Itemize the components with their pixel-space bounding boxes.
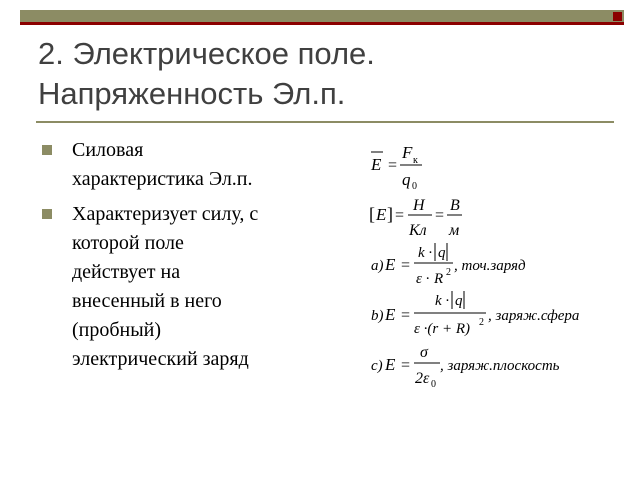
- formula-comment: , заряж.плоскость: [440, 358, 560, 374]
- slide-title-line: Напряженность Эл.п.: [38, 76, 346, 111]
- formula-numerator: k ·: [435, 293, 450, 309]
- formula-numerator: В: [450, 197, 460, 214]
- slide-title-line: 2. Электрическое поле.: [38, 36, 375, 71]
- formula-exponent: 2: [479, 317, 484, 328]
- formula-equals: =: [388, 157, 398, 174]
- square-bullet-icon: [42, 145, 52, 155]
- formula-subscript: 0: [412, 181, 417, 192]
- formula-lhs: E: [385, 255, 396, 274]
- bullet-text-line: характеристика Эл.п.: [72, 168, 253, 190]
- formula-lhs: E: [385, 355, 396, 374]
- formula-lhs: E: [371, 155, 382, 174]
- formula-charged-plane: [371, 344, 560, 390]
- formula-label: а): [371, 258, 384, 274]
- formula-numerator: σ: [420, 344, 428, 361]
- formula-exponent: 2: [446, 267, 451, 278]
- formula-denominator: ε ·: [416, 271, 430, 287]
- formula-units: [369, 197, 462, 239]
- bullet-text-line: Характеризует силу, с: [72, 203, 259, 225]
- formula-lhs: E: [385, 305, 396, 324]
- formula-block: [350, 130, 630, 400]
- bullet-text-line: действует на: [72, 261, 181, 283]
- bullet-item: [42, 136, 342, 194]
- formula-denominator: м: [449, 222, 460, 239]
- formula-subscript: 0: [431, 379, 436, 390]
- formula-denominator: ε ·(r + R): [414, 321, 471, 337]
- formula-equals: =: [395, 207, 405, 224]
- formula-denominator-var: R: [434, 271, 444, 287]
- top-accent-bar: [20, 10, 612, 22]
- formula-denominator: Кл: [409, 222, 427, 239]
- formula-bracket: ]: [387, 204, 393, 224]
- bullet-text-line: электрический заряд: [72, 348, 249, 370]
- slide-title: [38, 34, 598, 114]
- formula-subscript: к: [413, 155, 418, 166]
- top-red-square: [613, 12, 622, 21]
- bullet-text-line: Силовая: [72, 139, 144, 161]
- formula-equals: =: [401, 357, 411, 374]
- formula-bracket: [: [369, 204, 375, 224]
- formula-numerator: Н: [413, 197, 425, 214]
- formula-numerator: k ·: [418, 245, 433, 261]
- formula-denominator: 2ε: [415, 370, 430, 387]
- formula-numerator: F: [402, 143, 413, 162]
- bullet-list: [42, 136, 342, 380]
- formula-comment: , точ.заряд: [454, 258, 526, 274]
- bullet-text-line: (пробный): [72, 319, 162, 341]
- bullet-text-line: внесенный в него: [72, 290, 222, 312]
- formula-numerator-var: q: [455, 293, 463, 309]
- bullet-text-line: которой поле: [72, 232, 184, 254]
- formula-equals: =: [401, 307, 411, 324]
- square-bullet-icon: [42, 209, 52, 219]
- formula-equals: =: [435, 207, 445, 224]
- bullet-item: [42, 200, 342, 374]
- top-red-line: [20, 22, 624, 25]
- title-divider: [36, 121, 614, 123]
- formula-charged-sphere: [371, 291, 579, 337]
- formula-label: b): [371, 308, 384, 324]
- formula-variable: E: [376, 205, 387, 224]
- formula-numerator-var: q: [438, 245, 446, 261]
- formula-denominator: q: [402, 170, 411, 189]
- formula-field-definition: [370, 143, 422, 192]
- formula-equals: =: [401, 257, 411, 274]
- formula-label: c): [371, 358, 383, 374]
- formula-comment: , заряж.сфера: [488, 308, 580, 324]
- formula-point-charge: [371, 243, 526, 287]
